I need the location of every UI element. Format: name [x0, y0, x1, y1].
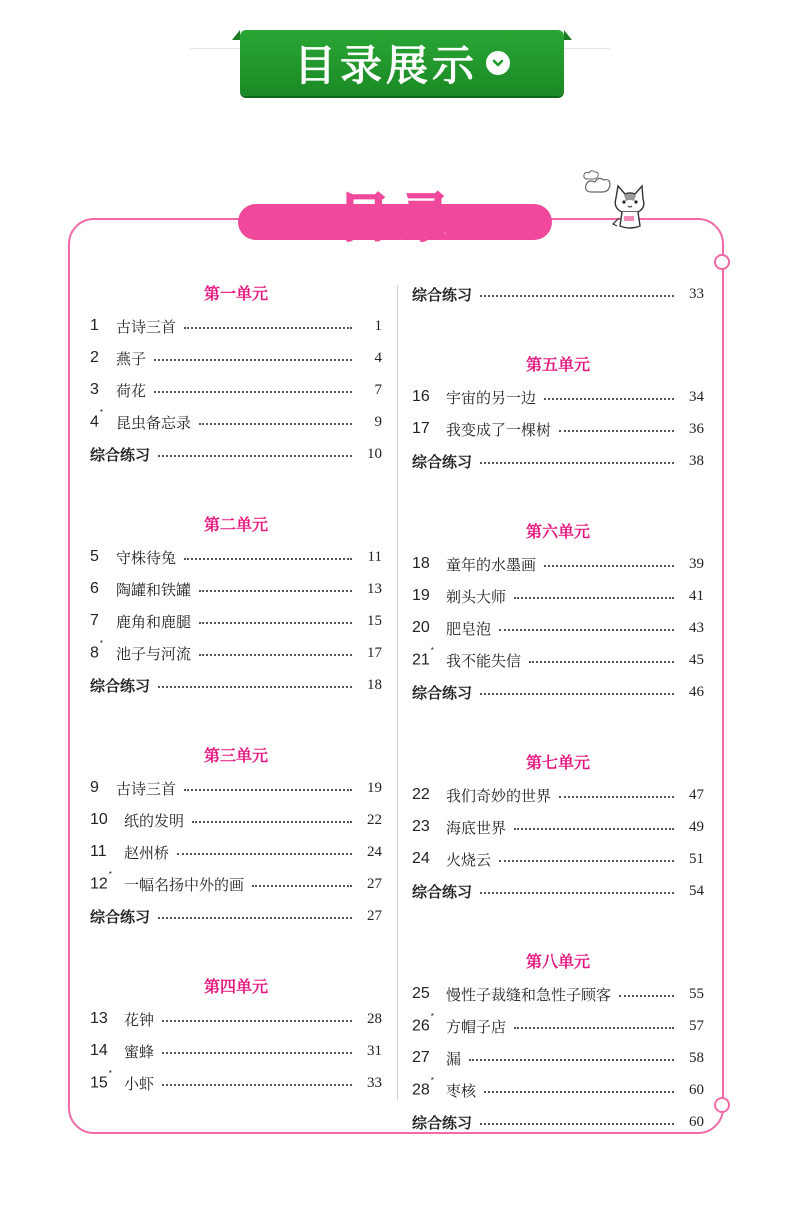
- lesson-entry[interactable]: [412, 811, 704, 843]
- lesson-entry[interactable]: [412, 381, 704, 413]
- page-number: 17: [367, 644, 382, 661]
- dot-leader: [480, 1123, 674, 1125]
- lesson-title: 慢性子裁缝和急性子顾客: [446, 985, 612, 1004]
- exercise-entry[interactable]: [412, 875, 704, 907]
- lesson-number: [90, 580, 116, 598]
- lesson-entry[interactable]: [412, 580, 704, 612]
- lesson-entry[interactable]: [90, 342, 382, 374]
- lesson-title: 小虾: [124, 1074, 155, 1093]
- lesson-entry[interactable]: [90, 1035, 382, 1067]
- dot-leader: [199, 423, 352, 425]
- unit-gap: [90, 701, 382, 740]
- optional-lesson-mark: *: [108, 869, 112, 879]
- dot-leader: [619, 995, 674, 997]
- page-number: 43: [689, 619, 704, 636]
- lesson-title: 鹿角和鹿腿: [116, 612, 192, 631]
- lesson-number: [90, 779, 116, 797]
- lesson-title: 花钟: [124, 1010, 155, 1029]
- exercise-entry[interactable]: [412, 1106, 704, 1138]
- lesson-title: 燕子: [116, 349, 147, 368]
- lesson-entry[interactable]: [90, 1067, 382, 1099]
- lesson-number: [90, 381, 116, 399]
- exercise-entry[interactable]: [412, 278, 704, 310]
- dot-leader: [252, 885, 352, 887]
- lesson-title: 古诗三首: [116, 317, 177, 336]
- lesson-title: 荷花: [116, 381, 147, 400]
- lesson-entry[interactable]: [412, 843, 704, 875]
- dot-leader: [184, 558, 352, 560]
- exercise-entry[interactable]: [412, 676, 704, 708]
- page-number: 34: [689, 388, 704, 405]
- lesson-number: [412, 420, 446, 438]
- dot-leader: [480, 693, 674, 695]
- lesson-number-text: 2: [90, 349, 99, 366]
- lesson-number: [412, 850, 446, 868]
- dot-leader: [162, 1052, 352, 1054]
- lesson-number: [90, 638, 116, 662]
- lesson-number-text: 25: [412, 985, 430, 1002]
- lesson-entry[interactable]: [412, 779, 704, 811]
- lesson-number: [412, 1075, 446, 1099]
- page-number: 41: [689, 587, 704, 604]
- page-number: 7: [374, 381, 382, 398]
- lesson-number-text: 19: [412, 587, 430, 604]
- lesson-number-text: 4: [90, 413, 99, 431]
- dot-leader: [559, 430, 674, 432]
- dot-leader: [184, 327, 352, 329]
- lesson-entry[interactable]: [90, 772, 382, 804]
- lesson-entry[interactable]: [90, 310, 382, 342]
- lesson-entry[interactable]: [90, 541, 382, 573]
- dot-leader: [184, 789, 352, 791]
- page-number: 33: [367, 1074, 382, 1091]
- lesson-entry[interactable]: [412, 413, 704, 445]
- lesson-number-text: 20: [412, 619, 430, 636]
- exercise-entry[interactable]: [90, 438, 382, 470]
- toc-right-column: [412, 278, 704, 1138]
- page-number: 28: [367, 1010, 382, 1027]
- dot-leader: [199, 622, 352, 624]
- page-number: 36: [689, 420, 704, 437]
- lesson-number-text: 9: [90, 779, 99, 796]
- page-number: 10: [367, 445, 382, 462]
- lesson-number-text: 8: [90, 644, 99, 662]
- dot-leader: [154, 391, 352, 393]
- lesson-number-text: 18: [412, 555, 430, 572]
- exercise-title: 综合练习: [412, 285, 473, 304]
- dot-leader: [162, 1084, 352, 1086]
- unit-gap: [412, 477, 704, 516]
- lesson-title: 陶罐和铁罐: [116, 580, 192, 599]
- unit-gap: [412, 907, 704, 946]
- lesson-entry[interactable]: [90, 836, 382, 868]
- lesson-number-text: 22: [412, 786, 430, 803]
- dot-leader: [480, 462, 674, 464]
- dot-leader: [480, 892, 674, 894]
- exercise-entry[interactable]: [90, 900, 382, 932]
- dot-leader: [162, 1020, 352, 1022]
- lesson-entry[interactable]: [90, 1003, 382, 1035]
- lesson-title: 枣核: [446, 1081, 477, 1100]
- page-number: 4: [374, 349, 382, 366]
- page-number: 38: [689, 452, 704, 469]
- lesson-title: 海底世界: [446, 818, 507, 837]
- lesson-title: 肥皂泡: [446, 619, 492, 638]
- exercise-entry[interactable]: [412, 445, 704, 477]
- lesson-number-text: 7: [90, 612, 99, 629]
- lesson-number: [90, 407, 116, 431]
- column-divider: [397, 285, 398, 1100]
- lesson-number: [90, 349, 116, 367]
- lesson-number-text: 28: [412, 1081, 430, 1099]
- dot-leader: [544, 398, 674, 400]
- lesson-number: [90, 317, 116, 335]
- lesson-title: 古诗三首: [116, 779, 177, 798]
- dot-leader: [514, 828, 674, 830]
- unit-heading: 第一单元: [203, 284, 268, 303]
- dot-leader: [529, 661, 674, 663]
- page-number: 9: [374, 413, 382, 430]
- unit-gap: [412, 310, 704, 349]
- page-number: 22: [367, 811, 382, 828]
- dot-leader: [158, 686, 352, 688]
- lesson-number-text: 10: [90, 811, 108, 828]
- lesson-number-text: 23: [412, 818, 430, 835]
- page-number: 1: [374, 317, 382, 334]
- page-number: 57: [689, 1017, 704, 1034]
- banner-ear-left: [232, 30, 240, 40]
- dot-leader: [544, 565, 674, 567]
- lesson-number: [412, 587, 446, 605]
- dot-leader: [499, 629, 674, 631]
- lesson-entry[interactable]: [90, 573, 382, 605]
- exercise-title: 综合练习: [412, 683, 473, 702]
- dot-leader: [154, 359, 352, 361]
- unit-gap: [90, 932, 382, 971]
- lesson-title: 方帽子店: [446, 1017, 507, 1036]
- lesson-number: [90, 1068, 124, 1092]
- page-number: 39: [689, 555, 704, 572]
- lesson-title: 我变成了一棵树: [446, 420, 552, 439]
- page-number: 51: [689, 850, 704, 867]
- lesson-title: 我不能失信: [446, 651, 522, 670]
- page-number: 46: [689, 683, 704, 700]
- dot-leader: [514, 1027, 674, 1029]
- toc-title: 目录: [337, 189, 462, 249]
- lesson-number: [412, 1049, 446, 1067]
- lesson-entry[interactable]: [412, 1042, 704, 1074]
- chevron-down-icon: [486, 51, 510, 75]
- lesson-number: [412, 619, 446, 637]
- page-number: 18: [367, 676, 382, 693]
- lesson-number-text: 6: [90, 580, 99, 597]
- lesson-number: [412, 818, 446, 836]
- lesson-entry[interactable]: [412, 978, 704, 1010]
- dot-leader: [484, 1091, 674, 1093]
- page-number: 58: [689, 1049, 704, 1066]
- lesson-number: [90, 811, 124, 829]
- lesson-title: 剃头大师: [446, 587, 507, 606]
- dot-leader: [192, 821, 352, 823]
- lesson-number: [412, 645, 446, 669]
- banner-title: 目录展示: [293, 41, 478, 90]
- page-number: 47: [689, 786, 704, 803]
- frame-dot-bottom: [714, 1097, 730, 1113]
- lesson-number: [412, 555, 446, 573]
- lesson-title: 赵州桥: [124, 843, 170, 862]
- lesson-number-text: 13: [90, 1010, 108, 1027]
- lesson-number-text: 11: [90, 843, 107, 860]
- toc-left-column: [90, 278, 382, 1099]
- optional-lesson-mark: *: [99, 638, 104, 648]
- optional-lesson-mark: *: [430, 1075, 434, 1085]
- lesson-number-text: 21: [412, 651, 430, 669]
- unit-heading: 第七单元: [525, 753, 590, 772]
- unit-heading: 第二单元: [203, 515, 268, 534]
- lesson-number: [412, 1011, 446, 1035]
- unit-heading: 第五单元: [525, 355, 590, 374]
- page-number: 60: [689, 1081, 704, 1098]
- lesson-number-text: 14: [90, 1042, 108, 1059]
- page-number: 19: [367, 779, 382, 796]
- lesson-number: [412, 786, 446, 804]
- dot-leader: [480, 295, 674, 297]
- lesson-entry[interactable]: [90, 868, 382, 900]
- lesson-entry[interactable]: [90, 637, 382, 669]
- page-number: 11: [367, 548, 382, 565]
- dot-leader: [158, 917, 352, 919]
- lesson-number-text: 12: [90, 875, 108, 893]
- dot-leader: [514, 597, 674, 599]
- frame-dot-top: [714, 254, 730, 270]
- lesson-title: 我们奇妙的世界: [446, 786, 552, 805]
- lesson-title: 一幅名扬中外的画: [124, 875, 245, 894]
- page-number: 60: [689, 1113, 704, 1130]
- unit-heading: 第八单元: [525, 952, 590, 971]
- exercise-entry[interactable]: [90, 669, 382, 701]
- optional-lesson-mark: *: [430, 645, 434, 655]
- page-number: 24: [367, 843, 382, 860]
- lesson-entry[interactable]: [90, 374, 382, 406]
- unit-heading: 第三单元: [203, 746, 268, 765]
- lesson-number-text: 5: [90, 548, 99, 565]
- cat-mascot-icon: [572, 162, 652, 242]
- exercise-title: 综合练习: [90, 445, 151, 464]
- dot-leader: [158, 455, 352, 457]
- lesson-title: 守株待兔: [116, 548, 177, 567]
- page-number: 45: [689, 651, 704, 668]
- lesson-title: 漏: [446, 1049, 462, 1068]
- toc-banner: [240, 30, 564, 96]
- dot-leader: [559, 796, 674, 798]
- lesson-entry[interactable]: [412, 644, 704, 676]
- lesson-number: [412, 985, 446, 1003]
- exercise-title: 综合练习: [412, 882, 473, 901]
- lesson-entry[interactable]: [412, 1010, 704, 1042]
- dot-leader: [499, 860, 674, 862]
- lesson-number: [90, 869, 124, 893]
- lesson-title: 童年的水墨画: [446, 555, 537, 574]
- exercise-title: 综合练习: [90, 676, 151, 695]
- exercise-title: 综合练习: [412, 1113, 473, 1132]
- lesson-title: 火烧云: [446, 850, 492, 869]
- page-number: 13: [367, 580, 382, 597]
- banner-ear-right: [564, 30, 572, 40]
- page-number: 49: [689, 818, 704, 835]
- lesson-number-text: 17: [412, 420, 430, 437]
- page-number: 54: [689, 882, 704, 899]
- exercise-title: 综合练习: [90, 907, 151, 926]
- unit-heading: 第六单元: [525, 522, 590, 541]
- page-number: 55: [689, 985, 704, 1002]
- lesson-entry[interactable]: [412, 548, 704, 580]
- lesson-number-text: 3: [90, 381, 99, 398]
- lesson-entry[interactable]: [412, 612, 704, 644]
- lesson-entry[interactable]: [90, 406, 382, 438]
- lesson-title: 宇宙的另一边: [446, 388, 537, 407]
- page-number: 27: [367, 875, 382, 892]
- lesson-number-text: 1: [90, 317, 99, 334]
- unit-gap: [90, 470, 382, 509]
- dot-leader: [199, 590, 352, 592]
- unit-gap: [412, 708, 704, 747]
- lesson-entry[interactable]: [90, 605, 382, 637]
- lesson-number-text: 24: [412, 850, 430, 867]
- dot-leader: [469, 1059, 674, 1061]
- dot-leader: [199, 654, 352, 656]
- lesson-entry[interactable]: [412, 1074, 704, 1106]
- page-number: 33: [689, 285, 704, 302]
- exercise-title: 综合练习: [412, 452, 473, 471]
- lesson-entry[interactable]: [90, 804, 382, 836]
- lesson-number-text: 27: [412, 1049, 430, 1066]
- optional-lesson-mark: *: [108, 1068, 112, 1078]
- lesson-title: 蜜蜂: [124, 1042, 155, 1061]
- optional-lesson-mark: *: [99, 407, 104, 417]
- lesson-number-text: 26: [412, 1017, 430, 1035]
- page-number: 31: [367, 1042, 382, 1059]
- lesson-title: 昆虫备忘录: [116, 413, 192, 432]
- unit-heading: 第四单元: [203, 977, 268, 996]
- lesson-number: [90, 843, 124, 861]
- lesson-title: 纸的发明: [124, 811, 185, 830]
- lesson-number: [90, 1042, 124, 1060]
- lesson-number: [412, 388, 446, 406]
- lesson-number: [90, 612, 116, 630]
- dot-leader: [177, 853, 352, 855]
- page-number: 15: [367, 612, 382, 629]
- page-number: 27: [367, 907, 382, 924]
- lesson-number-text: 15: [90, 1074, 108, 1092]
- lesson-number-text: 16: [412, 388, 430, 405]
- lesson-title: 池子与河流: [116, 644, 192, 663]
- lesson-number: [90, 548, 116, 566]
- optional-lesson-mark: *: [430, 1011, 434, 1021]
- lesson-number: [90, 1010, 124, 1028]
